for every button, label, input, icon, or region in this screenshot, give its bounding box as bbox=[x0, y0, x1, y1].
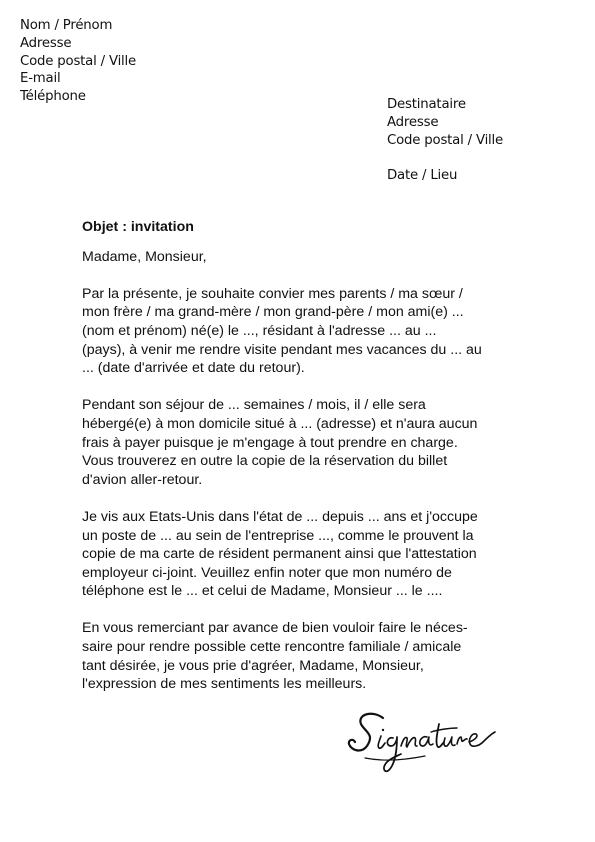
paragraph-invitation bbox=[82, 285, 522, 378]
paragraph-line: mon frère / ma grand-mère / mon grand-père / mon ami(e) ... bbox=[82, 304, 464, 321]
paragraph-line: tant désirée, je vous prie d'agréer, Madame, Monsieur, bbox=[82, 657, 424, 674]
paragraph-line: saire pour rendre possible cette rencontre familiale / amicale bbox=[82, 639, 462, 656]
paragraph-line: ... (date d'arrivée et date du retour). bbox=[82, 360, 305, 377]
paragraph-line: frais à payer puisque je m'engage à tout prendre en charge. bbox=[82, 434, 458, 451]
paragraph-line: Je vis aux Etats-Unis dans l'état de ... depuis ... ans et j'occupe bbox=[82, 508, 478, 525]
sender-email: E-mail bbox=[20, 71, 61, 87]
paragraph-line: Pendant son séjour de ... semaines / mois, il / elle sera bbox=[82, 397, 426, 414]
sender-name: Nom / Prénom bbox=[20, 18, 113, 33]
recipient-block bbox=[387, 96, 503, 185]
paragraph-closing bbox=[82, 619, 522, 693]
letter-subject: Objet : invitation bbox=[82, 219, 194, 235]
sender-phone: Téléphone bbox=[20, 89, 86, 105]
paragraph-line: téléphone est le ... et celui de Madame, Monsieur ... le .... bbox=[82, 583, 443, 600]
paragraph-line: Vous trouverez en outre la copie de la réservation du billet bbox=[82, 453, 448, 470]
recipient-name: Destinataire bbox=[387, 97, 466, 112]
paragraph-line: (pays), à venir me rendre visite pendant mes vacances du ... au bbox=[82, 341, 482, 358]
letter-salutation: Madame, Monsieur, bbox=[82, 248, 207, 265]
paragraph-residence bbox=[82, 508, 522, 601]
sender-postal-city: Code postal / Ville bbox=[20, 53, 137, 69]
paragraph-stay bbox=[82, 396, 522, 489]
paragraph-line: hébergé(e) à mon domicile situé à ... (adresse) et n'aura aucun bbox=[82, 415, 478, 432]
paragraph-line: En vous remerciant par avance de bien vouloir faire le néces- bbox=[82, 620, 468, 637]
paragraph-line: employeur ci-joint. Veuillez enfin noter que mon numéro de bbox=[82, 564, 452, 581]
paragraph-line: un poste de ... au sein de l'entreprise ..., comme le prouvent la bbox=[82, 527, 474, 544]
date-place: Date / Lieu bbox=[387, 168, 458, 184]
recipient-postal-city: Code postal / Ville bbox=[387, 132, 504, 148]
recipient-address: Adresse bbox=[387, 114, 439, 130]
sender-block bbox=[20, 17, 136, 106]
paragraph-line: copie de ma carte de résident permanent ainsi que l'attestation bbox=[82, 546, 477, 563]
letter-body bbox=[82, 218, 522, 712]
paragraph-line: d'avion aller-retour. bbox=[82, 471, 203, 488]
paragraph-line: Par la présente, je souhaite convier mes parents / ma sœur / bbox=[82, 285, 463, 302]
handwritten-signature bbox=[345, 706, 505, 784]
sender-address: Adresse bbox=[20, 35, 72, 51]
paragraph-line: (nom et prénom) né(e) le ..., résidant à l'adresse ... au ... bbox=[82, 322, 437, 339]
paragraph-line: l'expression de mes sentiments les meilleurs. bbox=[82, 676, 367, 693]
